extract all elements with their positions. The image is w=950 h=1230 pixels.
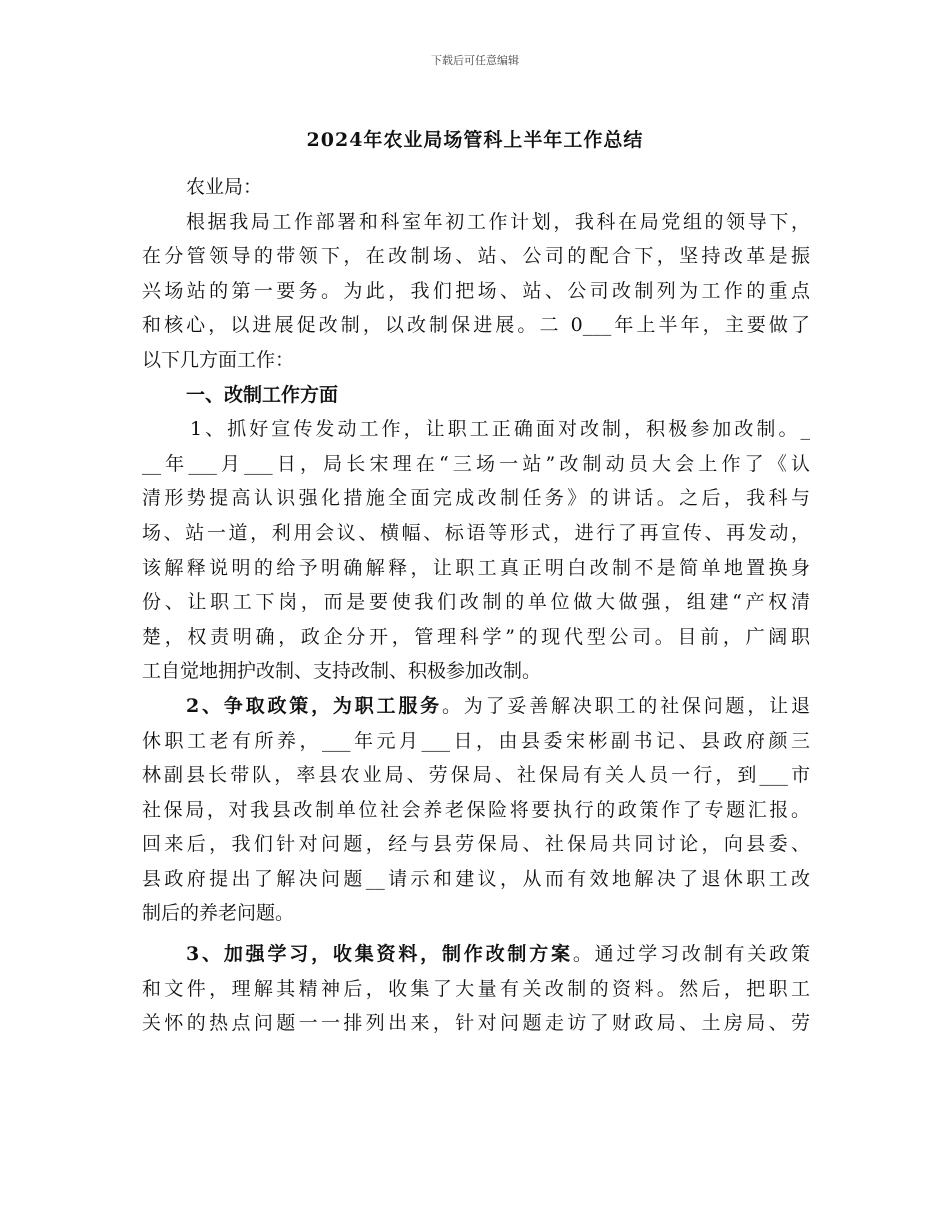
item2-first-line [142,689,810,724]
intro-line: 在分管领导的带领下，在改制场、站、公司的配合下，坚持改革是振 [142,245,810,268]
item1-line: 1、抓好宣传发动工作，让职工正确面对改制，积极参加改制。_ [190,418,810,441]
item3-first-line [142,937,810,972]
intro-line: 以下几方面工作： [142,348,295,371]
item1-line: 楚，权责明确，政企分开，管理科学”的现代型公司。目前，广阔职 [142,625,810,648]
item3-heading: 3、加强学习，收集资料，制作改制方案 [186,943,573,966]
document-title: 2024年农业局场管科上半年工作总结 [306,129,644,151]
item3-line: 关怀的热点问题一一排列出来，针对问题走访了财政局、土房局、劳 [142,1012,810,1035]
item2-line: 制后的养老问题。 [142,902,295,925]
item1-line: 清形势提高认识强化措施全面完成改制任务》的讲话。之后，我科与 [142,487,810,510]
item1-line: 份、让职工下岗，而是要使我们改制的单位做大做强，组建“产权清 [142,591,810,614]
section-heading: 一、改制工作方面 [186,383,339,406]
item1-line: 场、站一道，利用会议、横幅、标语等形式，进行了再宣传、再发动， [142,521,810,544]
document-body [142,170,810,1041]
salutation: 农业局： [186,176,263,198]
item2-heading: 2、争取政策，为职工服务 [186,694,442,717]
item1-line: 该解释说明的给予明确解释，让职工真正明白改制不是简单地置换身 [142,556,810,579]
intro-line: 根据我局工作部署和科室年初工作计划，我科在局党组的领导下， [186,210,810,233]
item3-text: 。通过学习改制有关政策 [572,943,810,966]
page-header: 下载后可任意编辑 [431,54,519,67]
item1-line: 工自觉地拥护改制、支持改制、积极参加改制。 [142,660,542,683]
item2-line: 社保局，对我县改制单位社会养老保险将要执行的政策作了专题汇报。 [142,798,810,821]
intro-line: 兴场站的第一要务。为此，我们把场、站、公司改制列为工作的重点 [142,279,810,302]
item2-text: 。为了妥善解决职工的社保问题，让退 [441,694,810,717]
intro-line: 和核心，以进展促改制，以改制保进展。二 0___年上半年，主要做了 [142,314,810,337]
item1-line: __年___月___日，局长宋理在“三场一站”改制动员大会上作了《认 [142,452,810,475]
item2-line: 回来后，我们针对问题，经与县劳保局、社保局共同讨论，向县委、 [142,833,810,856]
item2-line: 休职工老有所养，___年元月___日，由县委宋彬副书记、县政府颜三 [142,729,810,752]
item2-line: 林副县长带队，率县农业局、劳保局、社保局有关人员一行，到___市 [142,764,810,787]
item3-line: 和文件，理解其精神后，收集了大量有关改制的资料。然后，把职工 [142,977,810,1000]
item2-line: 县政府提出了解决问题__请示和建议，从而有效地解决了退休职工改 [142,867,810,890]
